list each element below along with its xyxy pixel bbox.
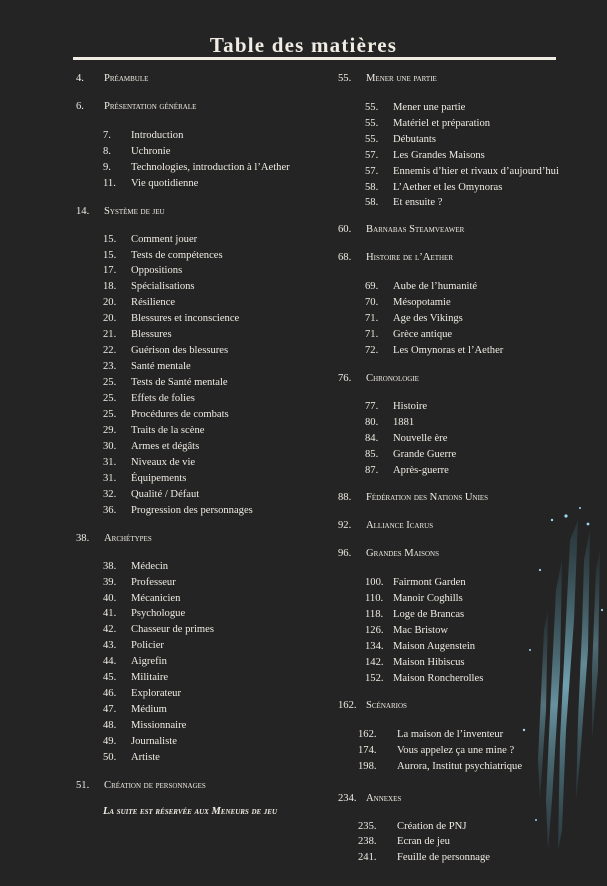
entry-title: Tests de compétences (131, 250, 223, 261)
entry-title: Nouvelle ère (393, 433, 448, 444)
entry-title: Mener une partie (393, 102, 466, 113)
page-number: 31. (103, 457, 117, 468)
entry-title: Matériel et préparation (393, 118, 491, 129)
entry-title: Archétypes (104, 533, 152, 544)
entry-title: Équipements (131, 473, 187, 484)
page-number: 55. (365, 134, 379, 145)
entry-title: Préambule (104, 73, 149, 84)
entry-title: Loge de Brancas (393, 609, 465, 620)
entry-title: Création de PNJ (397, 821, 467, 832)
entry-title: 1881 (393, 417, 415, 428)
entry-title: Guérison des blessures (131, 345, 229, 356)
entry-title: Qualité / Défaut (131, 489, 200, 500)
page-number: 14. (76, 206, 90, 217)
entry-title: Tests de Santé mentale (131, 377, 228, 388)
entry-title: Vous appelez ça une mine ? (397, 745, 515, 756)
page-number: 11. (103, 178, 116, 189)
page-number: 88. (338, 492, 352, 503)
entry-title: L’Aether et les Omynoras (393, 182, 503, 193)
page-number: 55. (338, 73, 352, 84)
entry-title: Aube de l’humanité (393, 281, 478, 292)
page-number: 238. (358, 836, 377, 847)
page-number: 69. (365, 281, 379, 292)
page-number: 58. (365, 197, 379, 208)
page-number: 57. (365, 166, 379, 177)
page-number: 80. (365, 417, 379, 428)
entry-title: Aurora, Institut psychiatrique (397, 761, 523, 772)
entry-title: Les Grandes Maisons (393, 150, 485, 161)
page-number: 8. (103, 146, 111, 157)
page-number: 142. (365, 657, 384, 668)
entry-title: Système de jeu (104, 206, 165, 217)
entry-title: Alliance Icarus (366, 520, 434, 531)
page-number: 36. (103, 505, 117, 516)
page-number: 58. (365, 182, 379, 193)
page-number: 17. (103, 265, 117, 276)
entry-title: Blessures (131, 329, 172, 340)
entry-title: Chasseur de primes (131, 624, 214, 635)
entry-title: Santé mentale (131, 361, 191, 372)
page-number: 55. (365, 118, 379, 129)
page-number: 20. (103, 313, 117, 324)
entry-title: Vie quotidienne (131, 178, 199, 189)
page-number: 15. (103, 234, 117, 245)
page-number: 235. (358, 821, 377, 832)
entry-title: Professeur (131, 577, 176, 588)
page-number: 96. (338, 548, 352, 559)
page-number: 4. (76, 73, 84, 84)
page-number: 84. (365, 433, 379, 444)
page-number: 25. (103, 393, 117, 404)
page-number: 234. (338, 793, 357, 804)
page-number: 7. (103, 130, 111, 141)
page-number: 45. (103, 672, 117, 683)
page-number: 55. (365, 102, 379, 113)
entry-title: Maison Hibiscus (393, 657, 465, 668)
page-number: 9. (103, 162, 111, 173)
page-number: 29. (103, 425, 117, 436)
entry-title: Histoire de l’Aether (366, 252, 453, 263)
page-number: 18. (103, 281, 117, 292)
page-number: 87. (365, 465, 379, 476)
page-number: 39. (103, 577, 117, 588)
entry-title: Mac Bristow (393, 625, 449, 636)
entry-title: Mésopotamie (393, 297, 451, 308)
page-number: 43. (103, 640, 117, 651)
page-number: 41. (103, 608, 117, 619)
page-number: 30. (103, 441, 117, 452)
entry-title: Armes et dégâts (131, 441, 200, 452)
page-number: 85. (365, 449, 379, 460)
page-number: 76. (338, 373, 352, 384)
entry-title: Explorateur (131, 688, 182, 699)
page-number: 92. (338, 520, 352, 531)
page-number: 42. (103, 624, 117, 635)
page-number: 77. (365, 401, 379, 412)
entry-title: Histoire (393, 401, 428, 412)
entry-title: Après-guerre (393, 465, 449, 476)
entry-title: Traits de la scène (131, 425, 205, 436)
entry-title: Grande Guerre (393, 449, 457, 460)
page-number: 70. (365, 297, 379, 308)
page-number: 57. (365, 150, 379, 161)
entry-title: Aigrefin (131, 656, 167, 667)
page-title: Table des matières (209, 33, 398, 57)
entry-title: Artiste (131, 752, 160, 763)
page-number: 48. (103, 720, 117, 731)
entry-title: Uchronie (131, 146, 171, 157)
entry-title: Création de personnages (104, 780, 206, 791)
page-number: 110. (365, 593, 384, 604)
page-number: 38. (76, 533, 90, 544)
page-number: 47. (103, 704, 117, 715)
page-number: 15. (103, 250, 117, 261)
page-number: 51. (76, 780, 90, 791)
page-number: 152. (365, 673, 384, 684)
page-number: 100. (365, 577, 384, 588)
entry-title: Ennemis d’hier et rivaux d’aujourd’hui (393, 166, 559, 177)
entry-title: Ecran de jeu (397, 836, 450, 847)
entry-title: Introduction (131, 130, 184, 141)
entry-title: Oppositions (131, 265, 183, 276)
entry-title: Procédures de combats (131, 409, 229, 420)
entry-title: Feuille de personnage (397, 852, 490, 863)
page-number: 32. (103, 489, 117, 500)
page-number: 71. (365, 313, 379, 324)
entry-title: Fédération des Nations Unies (366, 492, 489, 503)
page-number: 60. (338, 224, 352, 235)
entry-title: Résilience (131, 297, 176, 308)
page-number: 44. (103, 656, 117, 667)
entry-title: Fairmont Garden (393, 577, 466, 588)
page-number: 20. (103, 297, 117, 308)
entry-title: Médecin (131, 561, 169, 572)
entry-title: Médium (131, 704, 167, 715)
entry-title: Maison Roncherolles (393, 673, 484, 684)
title-divider (73, 57, 556, 60)
entry-title: Grandes Maisons (366, 548, 440, 559)
page-number: 25. (103, 409, 117, 420)
page-number: 134. (365, 641, 384, 652)
entry-title: Progression des personnages (131, 505, 253, 516)
entry-title: Maison Augenstein (393, 641, 476, 652)
page-number: 241. (358, 852, 377, 863)
entry-title: Annexes (366, 793, 402, 804)
entry-title: Technologies, introduction à l’Aether (131, 162, 290, 173)
page-number: 31. (103, 473, 117, 484)
page-number: 126. (365, 625, 384, 636)
entry-title: Présentation générale (104, 101, 197, 112)
page-number: 49. (103, 736, 117, 747)
entry-title: Blessures et inconscience (131, 313, 240, 324)
entry-title: Scénarios (366, 700, 407, 711)
page-number: 46. (103, 688, 117, 699)
entry-title: Grèce antique (393, 329, 453, 340)
entry-title: Effets de folies (131, 393, 195, 404)
page-number: 23. (103, 361, 117, 372)
entry-title: Journaliste (131, 736, 177, 747)
page-number: 40. (103, 593, 117, 604)
page-number: 68. (338, 252, 352, 263)
entry-title: La maison de l’inventeur (397, 729, 504, 740)
page-number: 71. (365, 329, 379, 340)
entry-title: Les Omynoras et l’Aether (393, 345, 504, 356)
entry-title: Mécanicien (131, 593, 181, 604)
entry-title: Mener une partie (366, 73, 437, 84)
entry-title: Spécialisations (131, 281, 195, 292)
page-number: 21. (103, 329, 117, 340)
entry-title: Débutants (393, 134, 436, 145)
entry-title: Et ensuite ? (393, 197, 443, 208)
page-number: 38. (103, 561, 117, 572)
page-number: 174. (358, 745, 377, 756)
page-number: 162. (358, 729, 377, 740)
page-number: 118. (365, 609, 384, 620)
entry-title: Manoir Coghills (393, 593, 463, 604)
entry-title: Age des Vikings (393, 313, 463, 324)
entry-title: Policier (131, 640, 164, 651)
entry-title: Niveaux de vie (131, 457, 196, 468)
page-number: 198. (358, 761, 377, 772)
page-number: 50. (103, 752, 117, 763)
page-number: 6. (76, 101, 84, 112)
game-master-note: La suite est réservée aux Meneurs de jeu (102, 806, 278, 817)
entry-title: Militaire (131, 672, 169, 683)
entry-title: Comment jouer (131, 234, 198, 245)
entry-title: Psychologue (131, 608, 186, 619)
page-number: 72. (365, 345, 379, 356)
entry-title: Chronologie (366, 373, 419, 384)
blue-paint-splash (500, 500, 607, 886)
entry-title: Barnabas Steamveawer (366, 224, 465, 235)
page-number: 162. (338, 700, 357, 711)
entry-title: Missionnaire (131, 720, 187, 731)
page-number: 22. (103, 345, 117, 356)
page-number: 25. (103, 377, 117, 388)
